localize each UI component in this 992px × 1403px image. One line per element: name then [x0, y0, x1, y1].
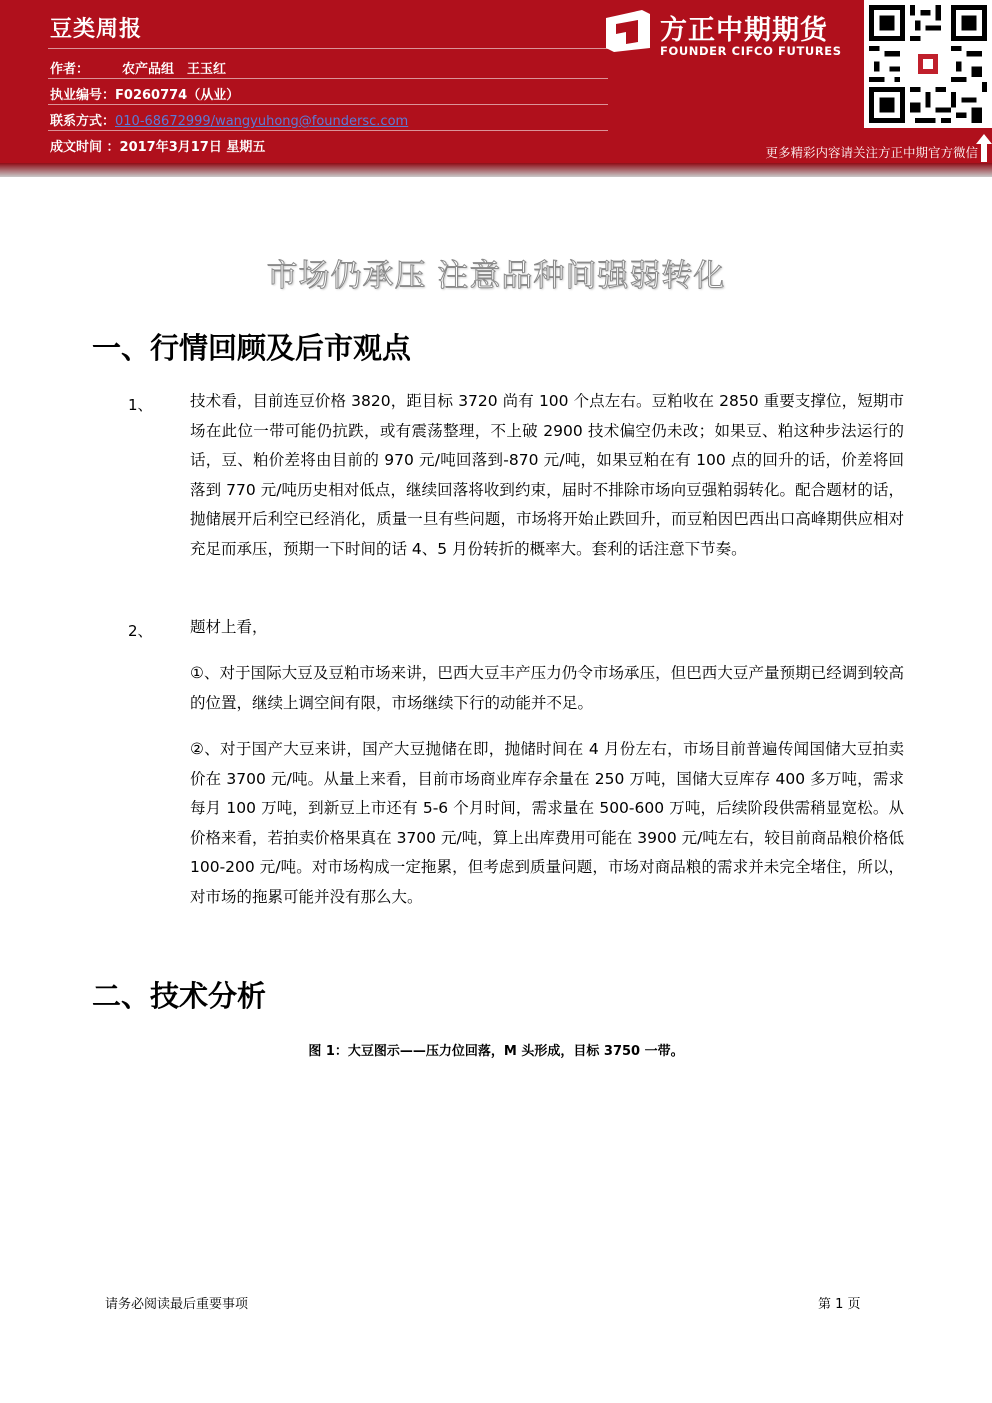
- company-logo: [604, 8, 854, 58]
- list-item-number: 2、: [128, 622, 153, 640]
- qr-code-icon: [864, 0, 992, 128]
- list-item-paragraph: 题材上看，: [190, 618, 268, 636]
- report-header: [0, 0, 992, 163]
- list-item-paragraph: 技术看，目前连豆价格 3820，距目标 3720 尚有 100 个点左右。豆粕收在 2850 重要支撑位，短期市场在此位一带可能仍抗跌，或有震荡整理，不上破 2900 技术偏空仍未改；如果豆、粕这种步法运行的话，豆、粕价差将由目前的 970 元/吨回落到-870 元/吨，如果豆粕在有 100 点的回升的话，价差将回落到 770 元/吨历史相对低点，继续回落将收到约束，届时不排除市场向豆强粕弱转化。配合题材的话，抛储展开后利空已经消化，质量一旦有些问题，市场将开始止跌回升，而豆粕因巴西出口高峰期供应相对充足而承压，预期一下时间的话 4、5 月份转折的概率大。套利的话注意下节奏。: [190, 392, 904, 558]
- meta-license: [50, 84, 239, 103]
- sub-paragraph-domestic: ②、对于国产大豆来讲，国产大豆抛储在即，抛储时间在 4 月份左右，市场目前普遍传闻国储大豆拍卖价在 3700 元/吨。从量上来看，目前市场商业库存余量在 250 万吨，国储大豆库存 400 多万吨，需求每月 100 万吨，到新豆上市还有 5-6 个月时间，需求量在 500-600 万吨，后续阶段供需稍显宽松。从价格来看，若拍卖价格果真在 3700 元/吨，算上出库费用可能在 3900 元/吨左右，较目前商品粮价格低 100-200 元/吨。对市场构成一定拖累，但考虑到质量问题，市场对商品粮的需求并未完全堵住，所以，对市场的拖累可能并没有那么大。: [190, 740, 904, 906]
- list-item-number: 1、: [128, 396, 153, 414]
- meta-date-value: 2017年3月17日 星期五: [119, 140, 266, 155]
- meta-license-value: F0260774（从业）: [115, 88, 240, 103]
- logo-text-en: FOUNDER CIFCO FUTURES: [660, 44, 842, 58]
- header-divider: [48, 48, 608, 49]
- meta-date-label: 成文时间 ：: [50, 140, 120, 155]
- meta-contact-label: 联系方式：: [50, 114, 116, 129]
- meta-author: [50, 58, 226, 77]
- meta-author-label: 作者：: [50, 62, 90, 77]
- meta-author-value: 农产品组 王玉红: [122, 62, 227, 77]
- page-number: 第 1 页: [818, 1297, 861, 1312]
- logo-mark-icon: [604, 8, 652, 54]
- report-type-title: 豆类周报: [50, 17, 143, 42]
- sub-paragraph-international: ①、对于国际大豆及豆粕市场来讲，巴西大豆丰产压力仍令市场承压，但巴西大豆产量预期已经调到较高的位置，继续上调空间有限，市场继续下行的动能并不足。: [190, 664, 904, 712]
- header-divider: [48, 130, 608, 131]
- footer-notice: 请务必阅读最后重要事项: [105, 1297, 249, 1312]
- arrow-up-icon: [976, 134, 992, 162]
- wechat-qr-code: [864, 0, 992, 128]
- contact-email-link[interactable]: 010-68672999/wangyuhong@foundersc.com: [115, 114, 409, 129]
- section-1-heading: 一、行情回顾及后市观点: [92, 331, 412, 365]
- follow-wechat-text: 更多精彩内容请关注方正中期官方微信: [765, 145, 978, 160]
- report-title: 市场仍承压 注意品种间强弱转化: [266, 258, 726, 294]
- figure-caption: 图 1：大豆图示——压力位回落，M 头形成，目标 3750 一带。: [308, 1044, 684, 1059]
- meta-contact: [50, 110, 408, 129]
- header-divider: [48, 104, 608, 105]
- logo-text-cn: 方正中期期货: [660, 15, 828, 46]
- section-2-heading: 二、技术分析: [92, 979, 267, 1013]
- meta-date: [50, 136, 265, 155]
- header-divider: [48, 78, 608, 79]
- header-bottom-strip: [0, 163, 992, 177]
- meta-license-label: 执业编号：: [50, 88, 116, 103]
